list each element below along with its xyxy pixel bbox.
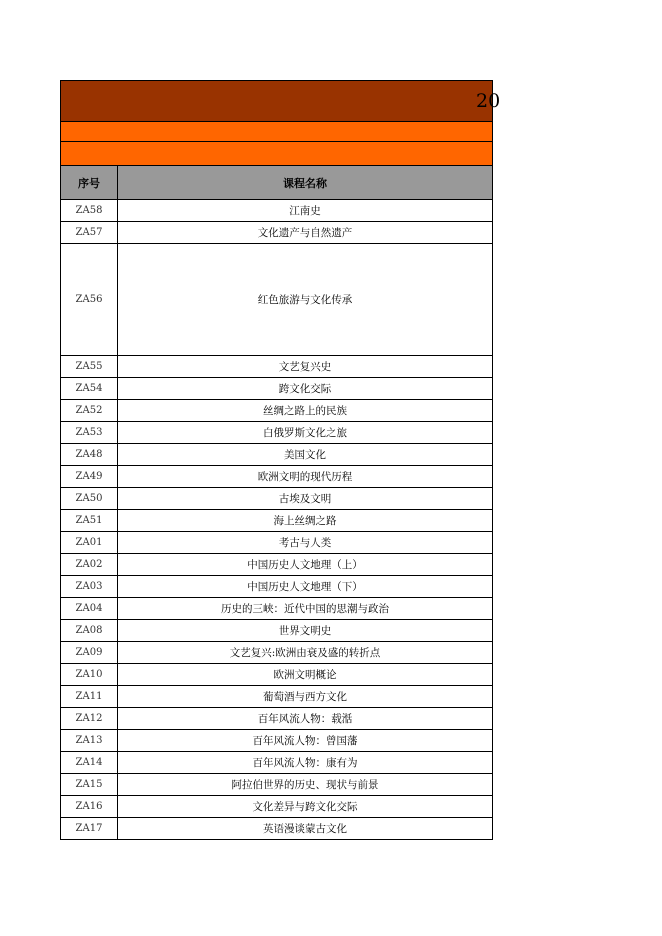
course-name-cell[interactable]: 跨文化交际 <box>278 383 332 395</box>
course-id-cell[interactable]: ZA14 <box>61 752 118 773</box>
course-id-cell[interactable]: ZA48 <box>61 444 118 465</box>
table-row[interactable] <box>61 774 492 796</box>
table-row[interactable] <box>61 708 492 730</box>
course-name-cell[interactable]: 百年风流人物：载湉 <box>257 713 353 725</box>
table-row[interactable] <box>61 576 492 598</box>
course-name-cell[interactable]: 红色旅游与文化传承 <box>257 294 353 306</box>
course-id-cell[interactable]: ZA53 <box>61 422 118 443</box>
table-row[interactable] <box>61 554 492 576</box>
course-id-cell[interactable]: ZA51 <box>61 510 118 531</box>
course-id-cell[interactable]: ZA12 <box>61 708 118 729</box>
table-row[interactable] <box>61 686 492 708</box>
course-name-cell[interactable]: 中国历史人文地理（上） <box>247 559 363 571</box>
course-id-cell[interactable]: ZA11 <box>61 686 118 707</box>
table-row[interactable] <box>61 422 492 444</box>
course-name-cell[interactable]: 美国文化 <box>284 449 326 461</box>
title-bar <box>61 81 501 122</box>
table-row[interactable] <box>61 510 492 532</box>
table-row[interactable] <box>61 818 492 840</box>
course-name-cell[interactable]: 文艺复兴史 <box>278 361 332 373</box>
course-name-cell[interactable]: 中国历史人文地理（下） <box>247 581 363 593</box>
course-name-cell[interactable]: 百年风流人物：曾国藩 <box>252 735 358 747</box>
table-row[interactable] <box>61 222 492 244</box>
course-id-cell[interactable]: ZA56 <box>61 244 118 355</box>
course-name-cell[interactable]: 丝绸之路上的民族 <box>263 405 347 417</box>
course-name-cell[interactable]: 百年风流人物：康有为 <box>252 757 358 769</box>
course-id-cell[interactable]: ZA15 <box>61 774 118 795</box>
table-row[interactable] <box>61 752 492 774</box>
course-id-cell[interactable]: ZA01 <box>61 532 118 553</box>
table-row[interactable] <box>61 378 492 400</box>
course-name-cell[interactable]: 阿拉伯世界的历史、现状与前景 <box>231 779 379 791</box>
table-row[interactable] <box>61 466 492 488</box>
course-name-cell[interactable]: 文艺复兴:欧洲由衰及盛的转折点 <box>229 647 381 659</box>
table-row[interactable] <box>61 244 492 356</box>
course-id-cell[interactable]: ZA13 <box>61 730 118 751</box>
table-row[interactable] <box>61 620 492 642</box>
table-row[interactable] <box>61 730 492 752</box>
course-sheet <box>60 80 501 840</box>
course-id-cell[interactable]: ZA04 <box>61 598 118 619</box>
course-id-cell[interactable]: ZA50 <box>61 488 118 509</box>
course-name-cell[interactable]: 历史的三峡：近代中国的思潮与政治 <box>221 603 389 615</box>
course-id-cell[interactable]: ZA03 <box>61 576 118 597</box>
column-header-row <box>61 166 492 200</box>
course-id-cell[interactable]: ZA17 <box>61 818 118 839</box>
table-row[interactable] <box>61 598 492 620</box>
orange-band-2 <box>61 142 492 166</box>
orange-band-1 <box>61 122 492 142</box>
course-name-cell[interactable]: 葡萄酒与西方文化 <box>263 691 347 703</box>
course-id-cell[interactable]: ZA57 <box>61 222 118 243</box>
course-id-cell[interactable]: ZA16 <box>61 796 118 817</box>
table-row[interactable] <box>61 488 492 510</box>
course-id-cell[interactable]: ZA58 <box>61 200 118 221</box>
course-name-cell[interactable]: 文化差异与跨文化交际 <box>252 801 358 813</box>
course-id-cell[interactable]: ZA54 <box>61 378 118 399</box>
table-row[interactable] <box>61 444 492 466</box>
course-name-cell[interactable]: 考古与人类 <box>278 537 332 549</box>
course-id-cell[interactable]: ZA10 <box>61 664 118 685</box>
course-rows <box>61 200 492 840</box>
table-row[interactable] <box>61 664 492 686</box>
course-name-cell[interactable]: 白俄罗斯文化之旅 <box>263 427 347 439</box>
course-id-cell[interactable]: ZA02 <box>61 554 118 575</box>
course-name-cell[interactable]: 海上丝绸之路 <box>273 515 337 527</box>
course-name-cell[interactable]: 英语漫谈蒙古文化 <box>263 823 347 835</box>
table-row[interactable] <box>61 642 492 664</box>
course-id-cell[interactable]: ZA09 <box>61 642 118 663</box>
header-id: 序号 <box>61 166 118 199</box>
table-row[interactable] <box>61 532 492 554</box>
course-id-cell[interactable]: ZA49 <box>61 466 118 487</box>
course-id-cell[interactable]: ZA08 <box>61 620 118 641</box>
sheet-title: 20 <box>476 90 501 112</box>
table-row[interactable] <box>61 200 492 222</box>
table-row[interactable] <box>61 796 492 818</box>
course-name-cell[interactable]: 欧洲文明概论 <box>273 669 337 681</box>
course-name-cell[interactable]: 文化遗产与自然遗产 <box>257 227 353 239</box>
course-id-cell[interactable]: ZA52 <box>61 400 118 421</box>
table-row[interactable] <box>61 400 492 422</box>
course-id-cell[interactable]: ZA55 <box>61 356 118 377</box>
course-name-cell[interactable]: 欧洲文明的现代历程 <box>257 471 353 483</box>
header-course-name: 课程名称 <box>283 176 327 190</box>
course-name-cell[interactable]: 世界文明史 <box>278 625 332 637</box>
table-row[interactable] <box>61 356 492 378</box>
course-name-cell[interactable]: 古埃及文明 <box>278 493 332 505</box>
course-name-cell[interactable]: 江南史 <box>289 205 321 217</box>
